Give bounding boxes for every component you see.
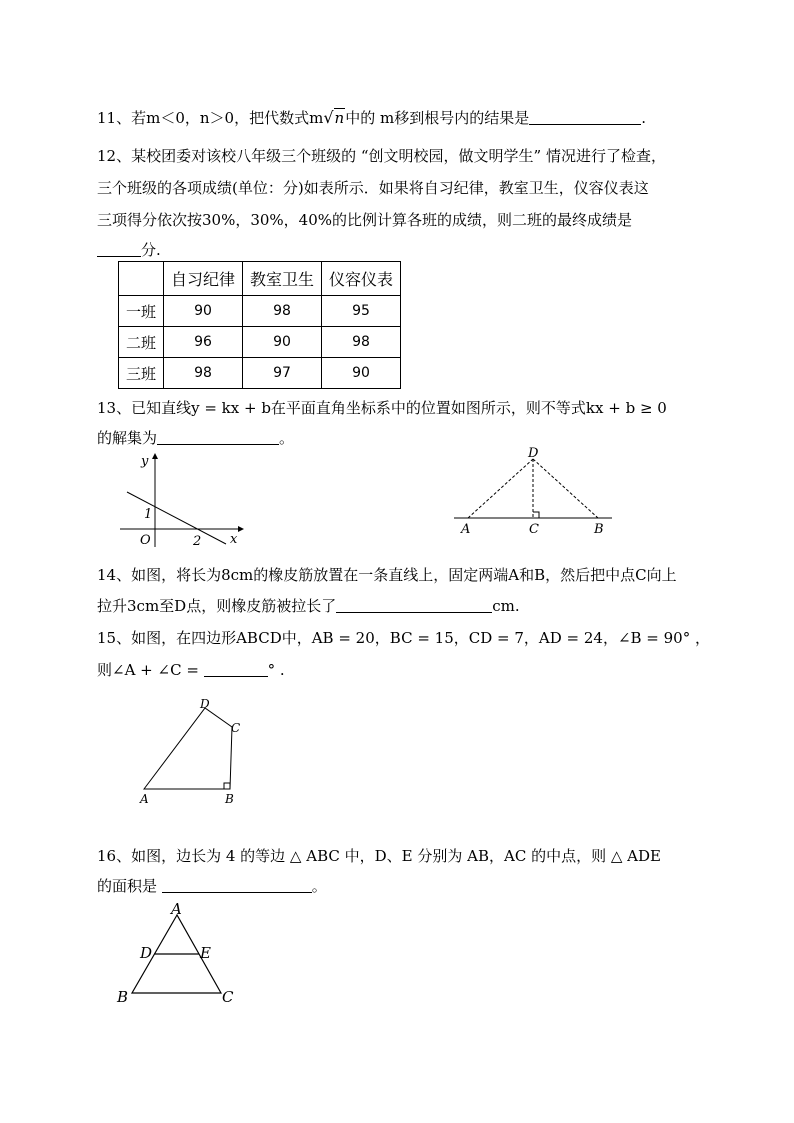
question-12-line-1: 12、某校团委对该校八年级三个班级的 “创文明校园，做文明学生” 情况进行了检查， [97, 147, 666, 165]
coordinate-graph [110, 450, 250, 550]
q16-suffix: 。 [311, 877, 327, 895]
question-14-line-2 [97, 596, 520, 616]
label-E: E [200, 944, 211, 962]
table-cell: 90 [243, 327, 322, 358]
question-14-line-1: 14、如图，将长为8cm的橡皮筋放置在一条直线上，固定两端A和B，然后把中点C向上 [97, 566, 677, 584]
answer-blank-13[interactable] [157, 430, 279, 445]
origin-label: O [140, 533, 151, 548]
table-row [119, 296, 401, 327]
question-13-line-2 [97, 428, 294, 448]
label-D: D [140, 944, 153, 962]
q15-suffix: ° . [267, 661, 285, 679]
segment-DB [533, 459, 598, 518]
question-11 [97, 108, 646, 128]
answer-blank-15[interactable] [204, 662, 268, 677]
label-A: A [140, 792, 149, 806]
x-axis-label: x [230, 532, 238, 547]
question-12-line-3: 三项得分依次按30%，30%，40%的比例计算各班的成绩，则二班的最终成绩是 [97, 211, 633, 229]
table-header-row [119, 262, 401, 296]
label-B: B [594, 522, 604, 537]
table-cell: 90 [322, 358, 401, 389]
y-intercept-label: 1 [144, 507, 153, 522]
table-cell: 98 [164, 358, 243, 389]
table-row-header: 二班 [119, 327, 164, 358]
question-12-line-4 [97, 240, 161, 260]
q11-end: . [641, 109, 646, 127]
answer-blank-11[interactable] [529, 110, 641, 125]
right-angle-mark [224, 783, 230, 789]
label-B: B [117, 988, 129, 1006]
question-15-line-1: 15、如图，在四边形ABCD中，AB = 20，BC = 15，CD = 7，AD = 24，∠B = 90° ， [97, 629, 710, 647]
x-intercept-label: 2 [193, 534, 202, 549]
label-C: C [231, 721, 241, 735]
q11-m: m [309, 109, 324, 127]
table-header-cell: 仪容仪表 [322, 262, 401, 296]
question-16-line-1: 16、如图，边长为 4 的等边 △ ABC 中，D、E 分别为 AB，AC 的中点，则 △ ADE [97, 847, 661, 865]
q14-prefix: 拉升3cm至D点，则橡皮筋被拉长了 [97, 597, 337, 615]
answer-blank-12[interactable] [97, 242, 141, 257]
sqrt-radicand: n [334, 109, 345, 127]
label-D: D [528, 446, 539, 461]
table-row-header: 一班 [119, 296, 164, 327]
table-header-cell: 自习纪律 [164, 262, 243, 296]
label-D: D [200, 697, 210, 711]
table-cell: 98 [322, 327, 401, 358]
question-13-line-1: 13、已知直线y = kx + b在平面直角坐标系中的位置如图所示，则不等式kx + b ≥ 0 [97, 399, 667, 417]
label-C: C [222, 988, 234, 1006]
segment-AD [468, 459, 533, 518]
triangle-figure [112, 898, 242, 1008]
q13-prefix: 的解集为 [97, 429, 158, 447]
table-cell: 90 [164, 296, 243, 327]
table-cell: 96 [164, 327, 243, 358]
question-12-line-2: 三个班级的各项成绩(单位：分)如表所示．如果将自习纪律，教室卫生，仪容仪表这 [97, 179, 649, 197]
q12-suffix: 分. [141, 241, 161, 259]
rubber-band-figure [448, 442, 618, 537]
table-row [119, 358, 401, 389]
x-axis-arrow [238, 526, 244, 532]
table-header-cell [119, 262, 164, 296]
q11-prefix: 11、若 [97, 109, 147, 127]
q16-prefix: 的面积是 [97, 877, 162, 895]
answer-blank-14[interactable] [336, 598, 492, 613]
table-cell: 98 [243, 296, 322, 327]
table-cell: 97 [243, 358, 322, 389]
quadrilateral-figure [132, 695, 252, 810]
y-axis-label: y [141, 454, 149, 469]
q15-prefix: 则∠A + ∠C = [97, 661, 204, 679]
quadrilateral-ABCD [144, 708, 232, 789]
table-row-header: 三班 [119, 358, 164, 389]
sqrt-expression: √n [323, 108, 345, 127]
label-A: A [171, 900, 182, 918]
right-angle-mark [533, 512, 539, 518]
label-B: B [225, 792, 234, 806]
question-15-line-2 [97, 660, 285, 680]
label-C: C [529, 522, 539, 537]
table-row [119, 327, 401, 358]
q11-mid: ，把代数式 [234, 109, 310, 127]
answer-blank-16[interactable] [162, 878, 312, 893]
label-A: A [461, 522, 471, 537]
q13-suffix: 。 [279, 429, 295, 447]
table-cell: 95 [322, 296, 401, 327]
question-16-line-2 [97, 876, 327, 896]
table-header-cell: 教室卫生 [243, 262, 322, 296]
score-table [118, 261, 401, 389]
q11-suffix: 中的 m移到根号内的结果是 [345, 109, 530, 127]
y-axis-arrow [152, 453, 158, 459]
q11-condition: m＜0，n＞0 [146, 109, 235, 127]
q14-suffix: cm. [492, 597, 520, 615]
